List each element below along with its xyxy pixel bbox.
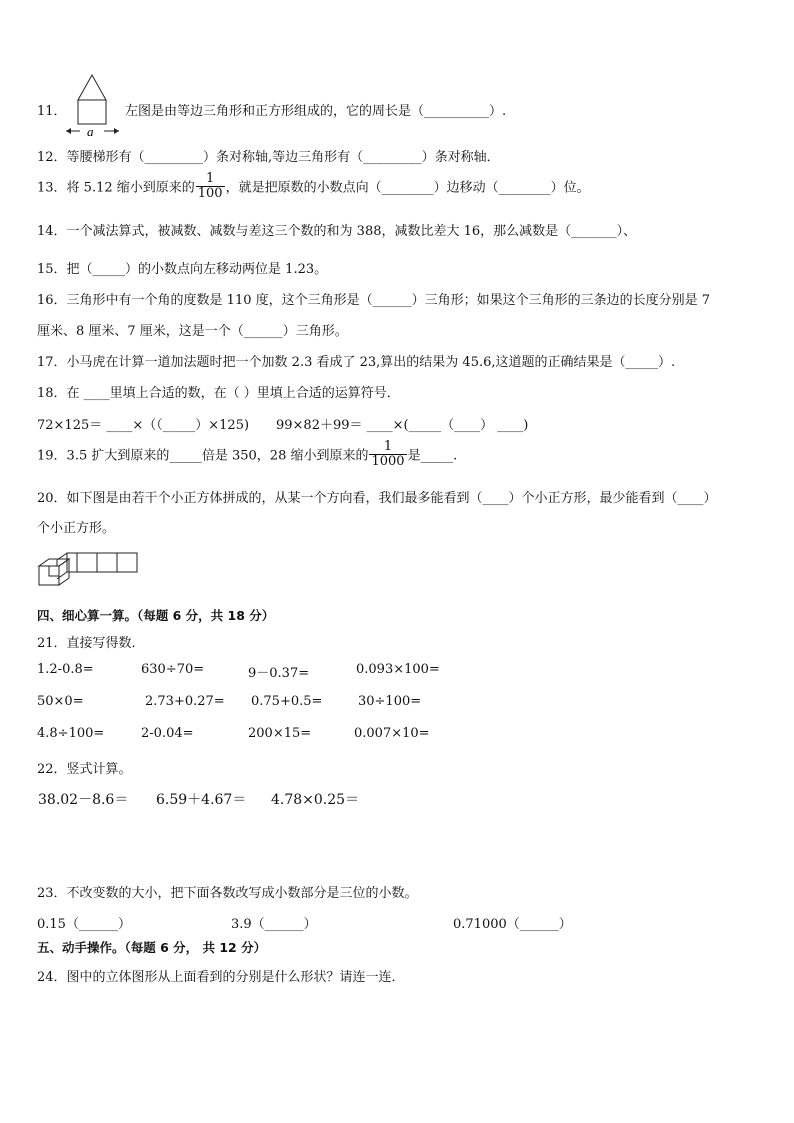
cube-face	[97, 553, 117, 572]
q18-text: 18．在 ____里填上合适的数，在（ ）里填上合适的运算符号．	[37, 386, 400, 401]
q19-pre: 19．3.5 扩大到原来的_____倍是 350，28 缩小到原来的	[37, 448, 369, 464]
q24-text: 24．图中的立体图形从上面看到的分别是什么形状？请连一连．	[37, 970, 405, 985]
q15-text: 15．把（_____）的小数点向左移动两位是 1.23。	[37, 262, 328, 277]
q21-title: 21．直接写得数．	[37, 636, 145, 651]
q21-cell: 0.75+0.5=	[251, 694, 323, 709]
q22-title: 22．竖式计算。	[37, 762, 132, 777]
q23-item: 0.71000（______）	[453, 917, 572, 932]
q18-expr1: 72×125＝ ____×（（_____）×125)	[37, 418, 250, 433]
q21-cell: 0.007×10=	[354, 726, 430, 741]
q17-text: 17．小马虎在计算一道加法题时把一个加数 2.3 看成了 23,算出的结果为 45.6,这道题的正确结果是（_____）.	[37, 355, 676, 370]
q13-post: ，就是把原数的小数点向（________）边移动（________）位。	[225, 180, 590, 196]
q21-cell: 30÷100=	[358, 694, 422, 709]
q21-cell: 9－0.37=	[248, 666, 310, 681]
cube-stack-figure	[37, 551, 141, 587]
q21-cell: 200×15=	[248, 726, 312, 741]
q16-line1: 16．三角形中有一个角的度数是 110 度，这个三角形是（______）三角形；如果这个三角形的三条边的长度分别是 7	[37, 293, 711, 308]
arrow-head-left	[66, 128, 71, 134]
q22-item: 4.78×0.25＝	[271, 792, 360, 808]
cube-face	[77, 553, 97, 572]
q21-cell: 0.093×100=	[356, 662, 440, 677]
q21-cell: 4.8÷100=	[37, 726, 105, 741]
q20-line1: 20．如下图是由若干个小正方体拼成的，从某一个方向看，我们最多能看到（____）个小正方形，最少能看到（____）	[37, 491, 717, 506]
q21-cell: 2-0.04=	[141, 726, 194, 741]
square-shape	[78, 100, 106, 124]
q12-text: 12．等腰梯形有（_________）条对称轴,等边三角形有（_________）条对称轴．	[37, 150, 500, 165]
arrow-head-right	[114, 128, 119, 134]
section-5-heading: 五、动手操作。（每题 6 分， 共 12 分）	[37, 940, 267, 955]
q16-line2: 厘米、8 厘米、7 厘米，这是一个（______）三角形。	[37, 324, 348, 339]
q19-line	[37, 440, 457, 468]
q21-cell: 630÷70=	[141, 662, 205, 677]
q18-expr2: 99×82＋99＝ ____×(_____（____） ____)	[276, 418, 529, 433]
q22-item: 6.59＋4.67＝	[156, 792, 247, 808]
q19-post: 是_____.	[407, 448, 458, 464]
q13-line	[37, 172, 590, 200]
q23-title: 23．不改变数的大小，把下面各数改写成小数部分是三位的小数。	[37, 886, 418, 901]
dimension-label: a	[87, 124, 94, 139]
cube-face	[117, 553, 137, 572]
section-4-heading: 四、细心算一算。（每题 6 分，共 18 分）	[37, 608, 275, 623]
q21-cell: 2.73+0.27=	[145, 694, 225, 709]
q21-cell: 1.2-0.8=	[37, 662, 94, 677]
q11-text: 左图是由等边三角形和正方形组成的，它的周长是（__________）.	[125, 104, 507, 119]
q20-line2: 个小正方形。	[37, 521, 116, 536]
fraction-1-100: $\frac{1}{100}$	[197, 171, 223, 201]
cube-face	[49, 566, 59, 576]
q23-item: 0.15（______）	[37, 917, 131, 932]
q13-pre: 13．将 5.12 缩小到原来的	[37, 180, 195, 196]
q22-item: 38.02－8.6＝	[38, 792, 129, 808]
q14-text: 14．一个减法算式，被减数、减数与差这三个数的和为 388，减数比差大 16，那么减数是（_______）、	[37, 224, 637, 239]
q11-number: 11．	[37, 104, 67, 119]
q21-cell: 50×0=	[37, 694, 84, 709]
house-shape-figure	[63, 74, 123, 139]
equilateral-triangle-shape	[78, 75, 106, 100]
q23-item: 3.9（______）	[231, 917, 317, 932]
fraction-1-1000: $\frac{1}{1000}$	[371, 439, 405, 469]
